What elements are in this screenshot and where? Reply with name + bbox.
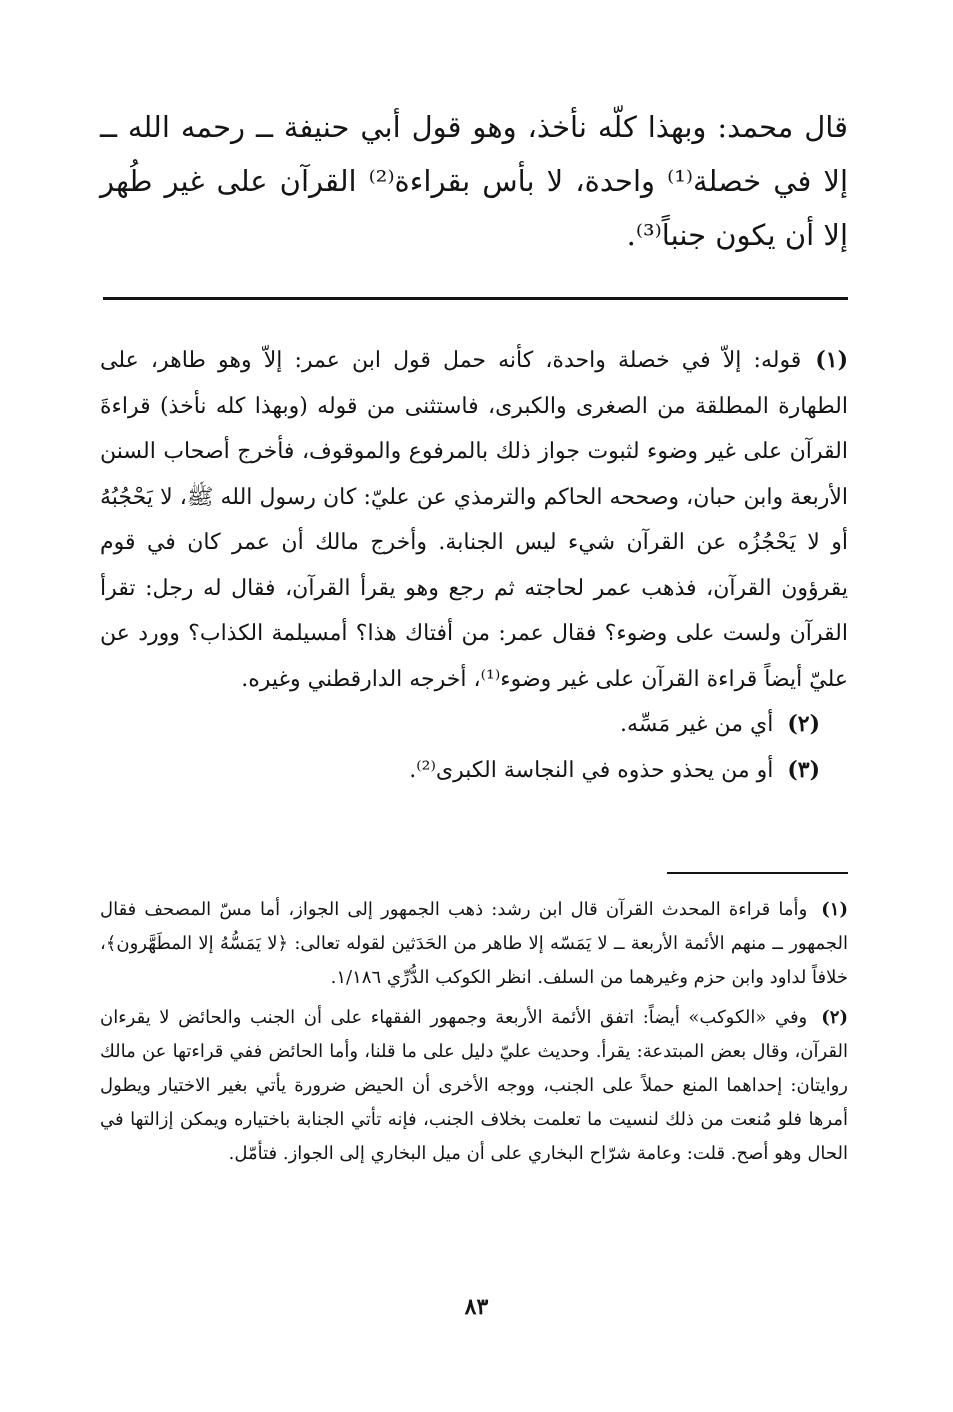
footnote-separator-rule	[667, 872, 848, 874]
main-separator-rule	[103, 297, 848, 300]
subnote-text: وأما قراءة المحدث القرآن قال ابن رشد: ذهب الجمهور إلى الجواز، أما مسّ المصحف فقال الجمهور ــ منهم الأئمة الأربعة ــ لا يَمَسّه إلا طاهر من الحَدَثين لقوله تعالى: ﴿لا يَمَسُّهُ إلا المطَهَّرون﴾، خلافاً لداود وابن حزم وغيرهما من السلف. انظر الكوكب الدُّرِّي ١/١٨٦.	[100, 899, 848, 988]
main-paragraph: قال محمد: وبهذا كلّه نأخذ، وهو قول أبي حنيفة ــ رحمه الله ــ إلا في خصلة⁽¹⁾ واحدة، لا بأس بقراءة⁽²⁾ القرآن على غير طُهر إلا أن يكون جنباً⁽³⁾.	[100, 110, 849, 252]
footnote-number: (٣)	[787, 756, 820, 783]
footnotes-level1	[100, 338, 848, 793]
footnote-1	[100, 338, 848, 702]
subnote-2	[100, 1001, 848, 1171]
footnote-number: (٢)	[787, 711, 820, 737]
subnote-1	[100, 893, 848, 995]
footnotes-level2	[100, 893, 848, 1171]
footnote-2	[100, 702, 848, 748]
page-number: ٨٣	[464, 1294, 489, 1320]
subnote-number: (٢)	[821, 1007, 848, 1028]
subnote-number: (١)	[821, 899, 848, 920]
footnote-number: (١)	[815, 347, 848, 373]
footnote-text: أي من غير مَسِّه.	[620, 712, 774, 737]
footnote-text: قوله: إلاّ في خصلة واحدة، كأنه حمل قول ابن عمر: إلاّ وهو طاهر، على الطهارة المطلقة من الصغرى والكبرى، فاستثنى من قوله (وبهذا كله نأخذ) قراءةَ القرآن على غير وضوء لثبوت جواز ذلك بالمرفوع والموقوف، فأخرج أصحاب السنن الأربعة وابن حبان، وصححه الحاكم والترمذي عن عليّ: كان رسول الله ﷺ، لا يَحْجُبُهُ أو لا يَحْجُزُه عن القرآن شيء ليس الجنابة. وأخرج مالك أن عمر كان في قوم يقرؤون القرآن، فذهب عمر لحاجته ثم رجع وهو يقرأ القرآن، فقال له رجل: تقرأ القرآن ولست على وضوء؟ فقال عمر: من أفتاك هذا؟ أمسيلمة الكذاب؟ وورد عن عليّ أيضاً قراءة القرآن على غير وضوء⁽¹⁾، أخرجه الدارقطني وغيره.	[100, 348, 848, 692]
footnote-text: أو من يحذو حذوه في النجاسة الكبرى⁽²⁾.	[409, 757, 774, 783]
footnote-3	[100, 748, 848, 794]
subnote-text: وفي «الكوكب» أيضاً: اتفق الأئمة الأربعة وجمهور الفقهاء على أن الجنب والحائض لا يقرءان القرآن، وقال بعض المبتدعة: يقرأ. وحديث عليّ دليل على ما قلنا، وأما الحائض ففي قراءتها عن مالك روايتان: إحداهما المنع حملاً على الجنب، ووجه الأخرى أن الحيض ضرورة يأتي بغير الاختيار ويطول أمرها فلو مُنعت من ذلك لنسيت ما تعلمت بخلاف الجنب، فإنه تأتي الجنابة باختياره ويمكن إزالتها في الحال وهو أصح. قلت: وعامة شرّاح البخاري على أن ميل البخاري إلى الجواز. فتأمّل.	[100, 1007, 848, 1164]
main-text-block	[100, 100, 848, 262]
